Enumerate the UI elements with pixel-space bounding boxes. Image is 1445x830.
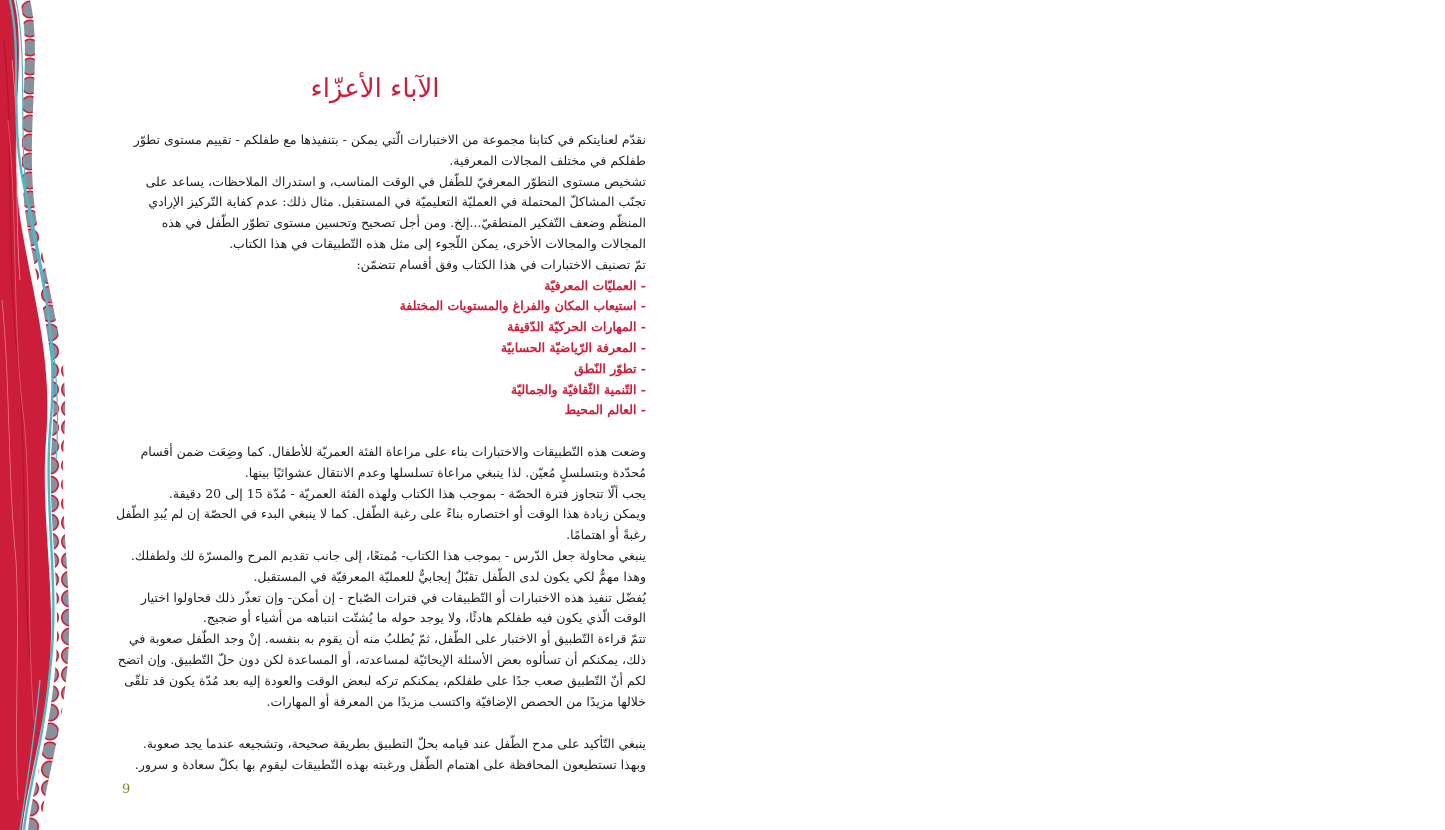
page-number: 9 — [122, 782, 131, 797]
guideline-paragraph: يُفضّل تنفيذ هذه الاختبارات أو التّطبيقات في فترات الصّباح - إن أمكن- وإن تعذّر ذلك فحاولوا اختيار الوقت الّذي يكون فيه طفلكم هادئًا، ولا يوجد حوله ما يُشتّت انتباهه من أشياء أو ضجيج. — [140, 589, 646, 626]
guideline-paragraph: ويمكن زيادة هذا الوقت أو اختصاره بناءً على رغبة الطّفل. كما لا ينبغي البدء في الحصّة إن لم يُبدِ الطّفل رغبةً أو اهتمامًا. — [115, 506, 646, 543]
closing-section — [116, 734, 646, 776]
category-item: - العالم المحيط — [564, 402, 646, 418]
guideline-paragraph: ينبغي محاولة جعل الدّرس - بموجب هذا الكتاب- مُمتعًا، إلى جانب تقديم المرح والمسرّة لك ولطفلك. وهذا مهمٌّ لكي يكون لدى الطّفل تقبّلٌ إيجابيٌّ للعمليّة المعرفيّة في المستقبل. — [130, 547, 646, 584]
category-item: - استيعاب المكان والفراغ والمستويات المختلفة — [399, 298, 646, 314]
guideline-paragraph: يجب ألّا تتجاوز فترة الحصّة - بموجب هذا الكتاب ولهذه الفئة العمريّة - مُدّة 15 إلى 20 دقيقة. — [168, 485, 646, 501]
category-item: - تطوّر النّطق — [574, 360, 646, 376]
decorative-border — [0, 0, 110, 830]
intro-paragraph: تشخيص مستوى التطوّر المعرفيّ للطّفل في الوقت المناسب، و استدراك الملاحظات، يساعد على تجنّب المشاكلّ المحتملة في العمليّة التعليميّة في المستقبل. مثال ذلك: عدم كفاية التّركيز الإرادي المنظّم وضعف التّفكير المنطقيّ...إلخ. ومن أجل تصحيح وتحسين مستوى تطوّر الطّفل في هذه المجالات والمجالات الأخرى، يمكن اللّجوء إلى مثل هذه التّطبيقات في هذا الكتاب. — [145, 173, 646, 251]
intro-paragraph: تمّ تصنيف الاختبارات في هذا الكتاب وفق أقسام تتضمّن: — [356, 256, 646, 272]
closing-paragraph: وبهذا تستطيعون المحافظة على اهتمام الطّفل ورغبته بهذه التّطبيقات ليقوم بها بكلّ سعادة و سرور. — [134, 756, 646, 772]
guideline-paragraph: تتمّ قراءة التّطبيق أو الاختبار على الطّفل، ثمّ يُطلبُ منه أن يقوم به بنفسه. إنْ وجد الطّفل صعوبة في ذلك، يمكنكم أن تسألوه بعض الأسئلة الإيحائيّة لمساعدته، أو المساعدة لكن دون حلّ التّطبيق. وإن اتضح لكم أنّ التّطبيق صعب جدًا على طفلكم، يمكنكم تركه لبعض الوقت والعودة إليه بعد مُدّة يكون قد تلقّى خلالها مزيدًا من الحصص الإضافيّة واكتسب مزيدًا من المعرفة أو المهارات. — [117, 631, 646, 709]
category-item: - المعرفة الرّياضيّة الحسابيّة — [500, 339, 646, 355]
category-item: - التّنمية الثّقافيّة والجماليّة — [510, 381, 646, 397]
guideline-paragraph: وضعت هذه التّطبيقات والاختبارات بناء على مراعاة الفئة العمريّة للأطفال. كما وضِعَت ضمن أقسام مُحدّدة وبتسلسلٍ مُعيّن. لذا ينبغي مراعاة تسلسلها وعدم الانتقال عشوائيًا بينها. — [140, 444, 646, 480]
guidelines-section — [116, 442, 646, 712]
category-item: - المهارات الحركيّة الدّقيقة — [507, 319, 646, 335]
category-item: - العمليّات المعرفيّة — [544, 277, 646, 293]
intro-section — [116, 130, 646, 421]
page-title: الآباء الأعزّاء — [310, 74, 440, 104]
closing-paragraph: ينبغي التّأكيد على مدح الطّفل عند قيامه بحلّ التطبيق بطريقة صحيحة، وتشجيعه عندما يجد صعوبة. — [142, 736, 646, 751]
category-list — [116, 276, 646, 422]
intro-paragraph: نقدّم لعنايتكم في كتابنا مجموعة من الاختبارات الّتي يمكن - بتنفيذها مع طفلكم - تقييم مستوى تطوّر طفلكم في مختلف المجالات المعرفية. — [133, 132, 646, 168]
